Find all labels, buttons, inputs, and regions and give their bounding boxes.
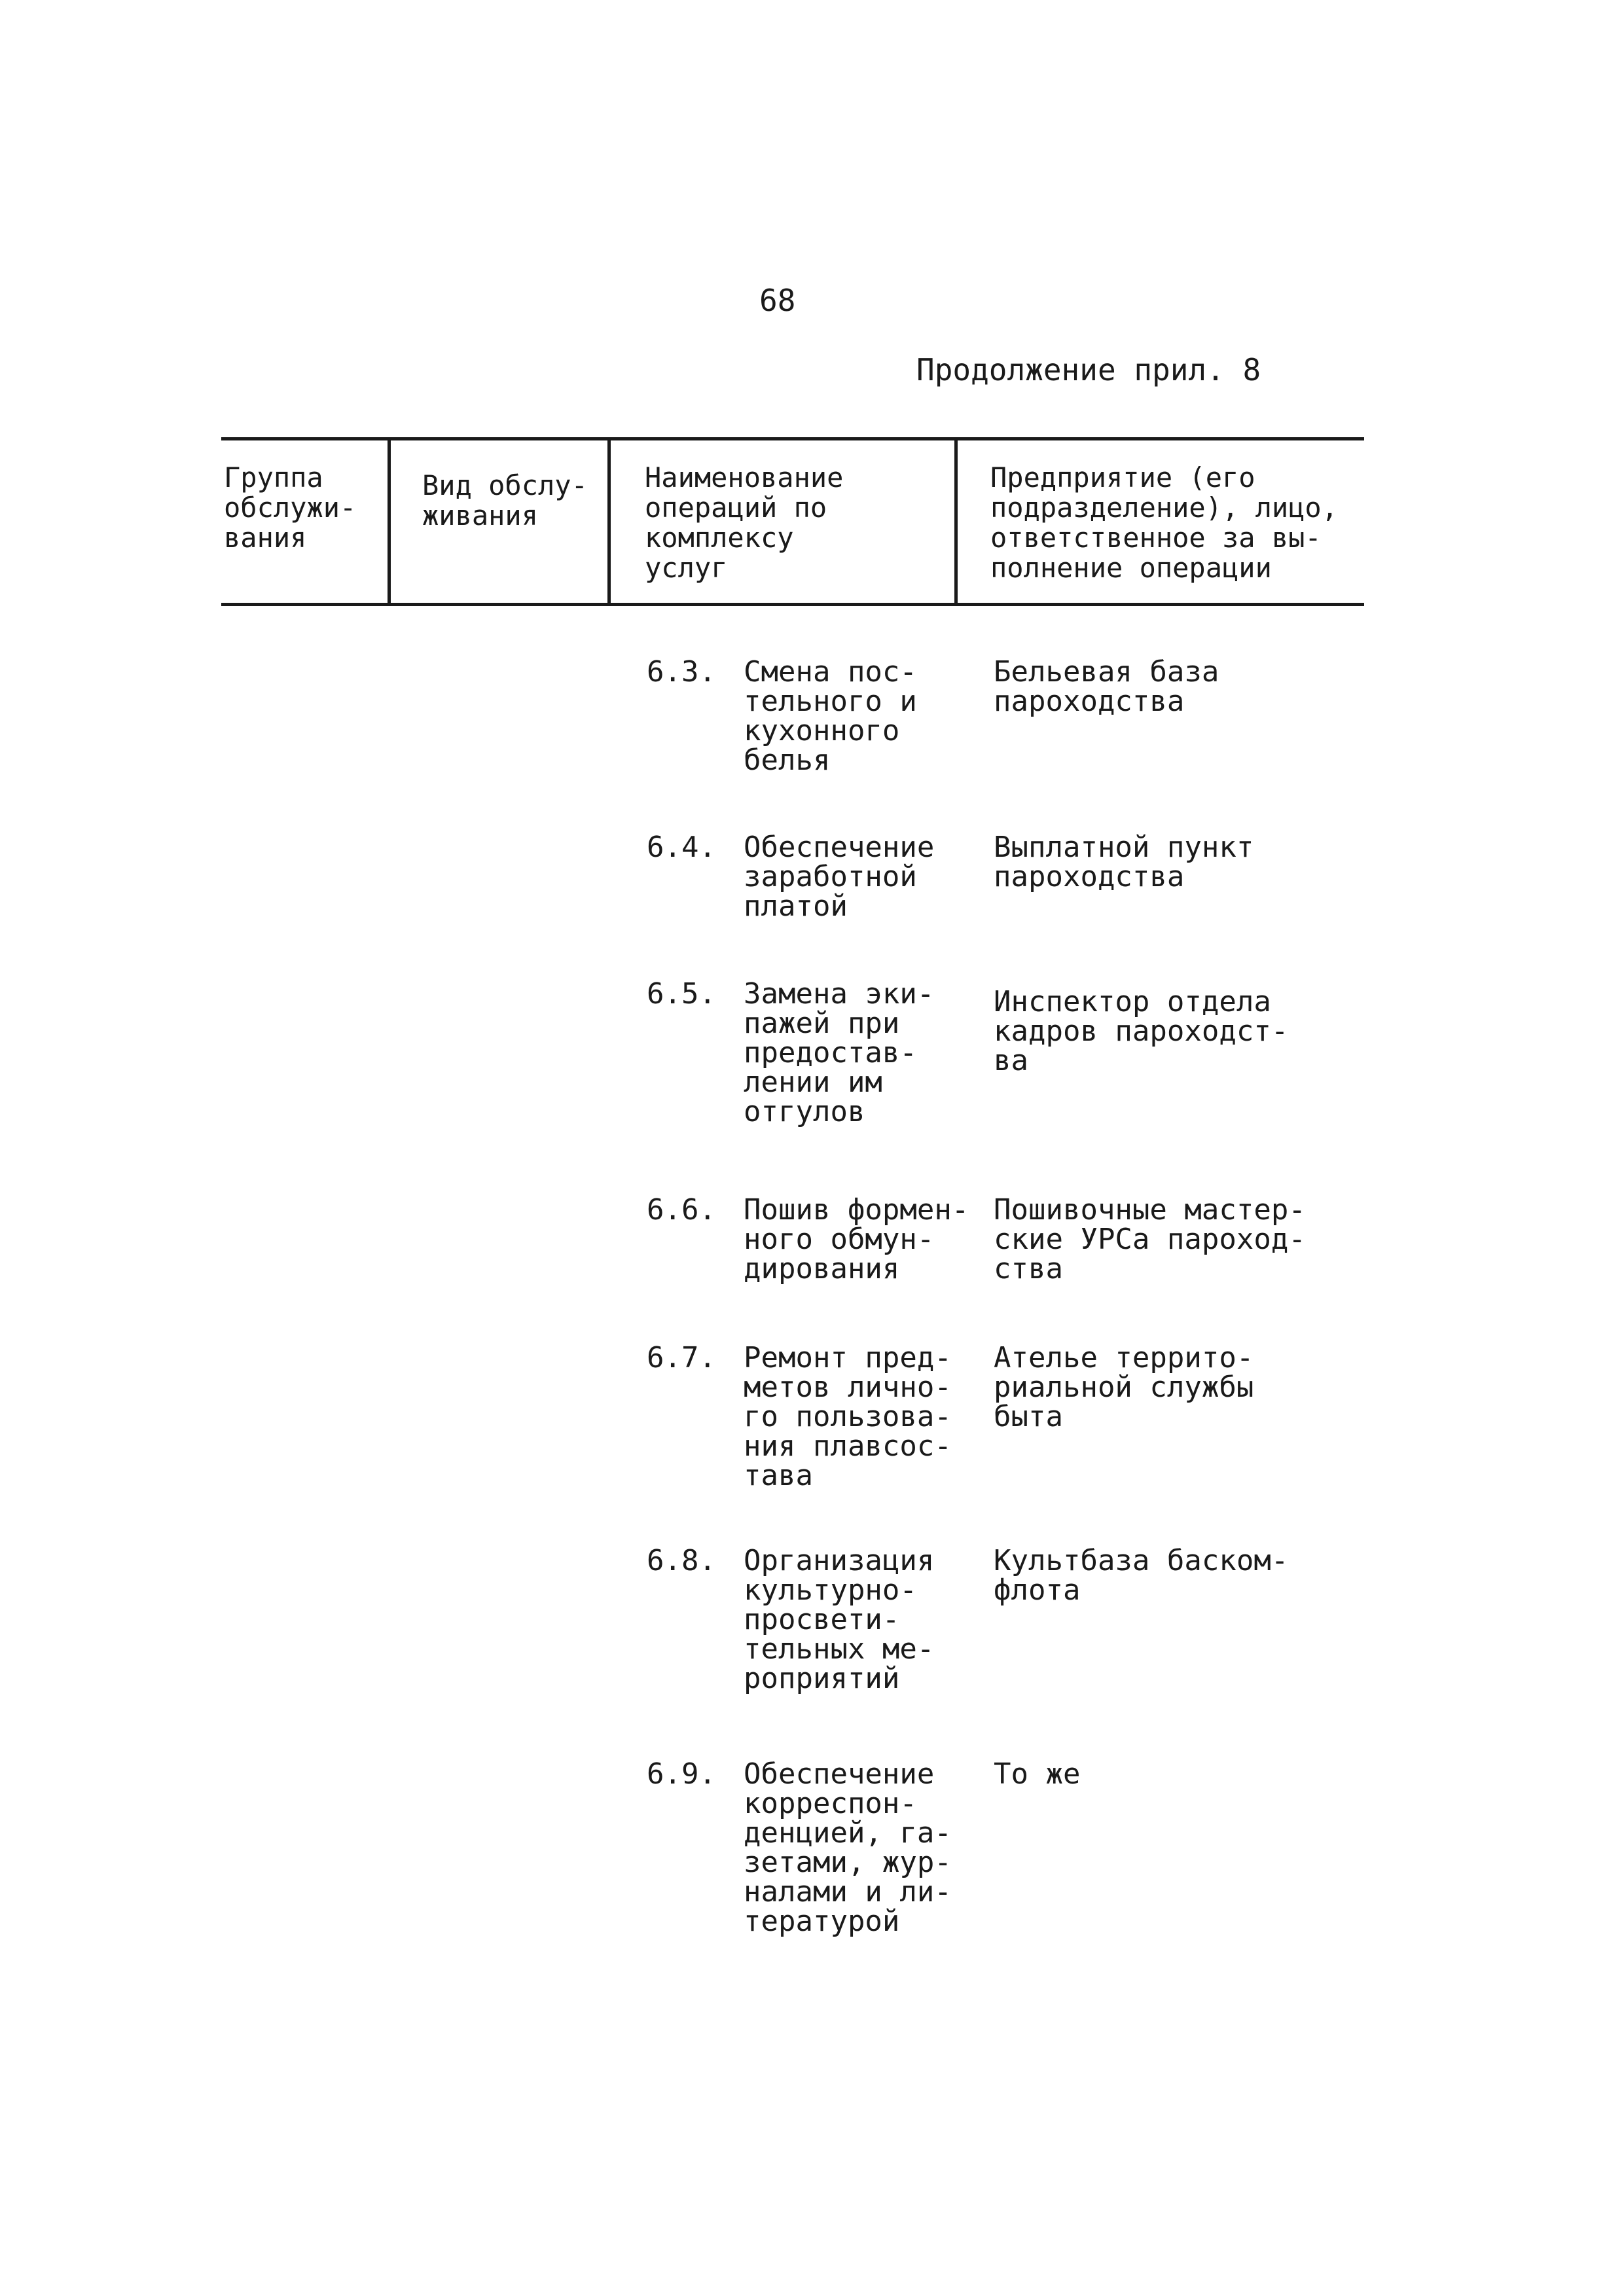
row-responsible: Выплатной пункт пароходства (994, 831, 1254, 893)
row-number: 6.9. (647, 1757, 716, 1791)
continuation-title: Продолжение прил. 8 (916, 352, 1261, 387)
row-responsible: Инспектор отдела кадров пароходст- ва (994, 985, 1289, 1077)
header-group: Группа обслужи- вания (224, 461, 357, 554)
header-responsible: Предприятие (его подразделение), лицо, ответственное за вы- полнение операции (954, 440, 1364, 603)
row-operation: Смена пос- тельного и кухонного белья (744, 655, 917, 777)
row-operation: Обеспечение корреспон- денцией, га- зетами, жур- налами и ли- тературой (744, 1757, 952, 1938)
row-responsible: Пошивочные мастер- ские УРСа пароход- ства (994, 1193, 1306, 1285)
row-number: 6.8. (647, 1544, 716, 1577)
row-operation: Обеспечение заработной платой (744, 831, 935, 923)
row-responsible: Ателье террито- риальной службы быта (994, 1341, 1254, 1433)
row-operation: Пошив формен- ного обмун- дирования (744, 1193, 969, 1285)
row-responsible: Культбаза баском- флота (994, 1544, 1289, 1607)
row-responsible: Бельевая база пароходства (994, 655, 1219, 718)
row-operation: Замена эки- пажей при предостав- лении им отгулов (744, 977, 935, 1128)
row-number: 6.6. (647, 1193, 716, 1227)
row-operation: Организация культурно- просвети- тельных ме- роприятий (744, 1544, 935, 1695)
table-header (221, 437, 1364, 606)
row-operation: Ремонт пред- метов лично- го пользова- ния плавсос- тава (744, 1341, 952, 1492)
row-responsible: То же (994, 1757, 1081, 1791)
header-kind: Вид обслу- живания (388, 440, 607, 603)
row-number: 6.3. (647, 655, 716, 689)
page-number: 68 (759, 283, 796, 318)
row-number: 6.5. (647, 977, 716, 1011)
row-number: 6.4. (647, 831, 716, 864)
header-operations: Наименование операций по комплексу услуг (607, 440, 954, 603)
row-number: 6.7. (647, 1341, 716, 1374)
